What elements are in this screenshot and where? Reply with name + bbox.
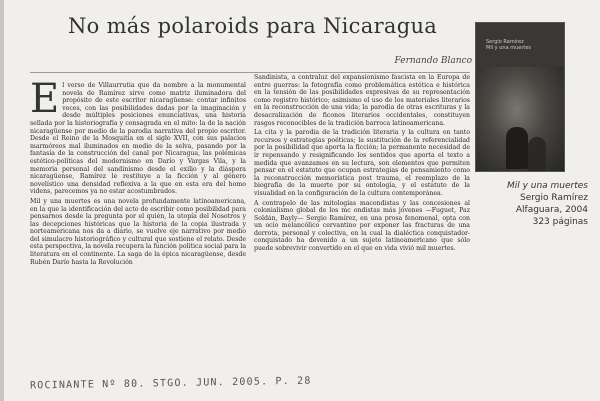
caption-pages: 323 páginas xyxy=(532,217,588,227)
cover-title: Mil y una muertes xyxy=(486,45,532,51)
paragraph: Mil y una muertes es una novela profundamente latinoamericana, en la que la identificación del acto de escribir como posibilidad para pensarnos desde la pregunta por el quién, la utopía del Nosotros y las decepciones históricas que la historia de la copia ilustrada y norteamericana nos da a diario, se vuelve eje narrativo por medio del simulacro historiográfico y cultural que sostiene el relato. Desde esta perspectiva, la novela recupera la función política social para la literatura en el continente. La saga de la épica nicaragüense, desde Rubén Darío hasta la Revolución xyxy=(30,197,246,266)
paragraph: A contrapelo de las mitologías macondistas y las concesiones al colonialismo global de los mc ondistas más jóvenes —Fuguet, Paz Soldán, Bayly— Sergio Ramírez, en una prosa fenomenal, opta con un ocio melancólico cervantino por exponer las fracturas de una derrota, personal y colectiva, en la cual la dialéctica conquistador-conquistado ha devenido a un sujeto latinoamericano que sólo puede sobrevivir convertido en el que en vida vivió mil muertes. xyxy=(254,199,470,253)
article-title: No más polaroids para Nicaragua xyxy=(68,14,438,38)
drop-cap: E xyxy=(30,82,60,122)
text-column-2 xyxy=(254,74,470,374)
caption-title: Mil y una muertes xyxy=(506,181,588,191)
article-author: Fernando Blanco xyxy=(394,56,472,66)
text-column-1 xyxy=(30,82,246,372)
paragraph: Sandinista, a contraluz del expansionismo fascista en la Europa de entre guerras: la fotografía como problemática estética e histórica en la tensión de las posibilidades expresivas de su representación como registro histórico; asimismo el uso de los materiales literarios en la reconstrucción de una vida; la parodia de otras escrituras y la desacralización de ficonos literarios occidentales, constituyen rasgos reconocibles de la tradición barroca latinoamericana. xyxy=(254,74,470,127)
cover-figure xyxy=(506,127,528,169)
caption-author: Sergio Ramírez xyxy=(520,193,588,203)
handwritten-annotation: ROCINANTE Nº 80. STGO. JUN. 2005. P. 28 xyxy=(29,375,312,392)
cover-author: Sergio Ramírez xyxy=(486,39,524,45)
cover-text xyxy=(486,39,531,51)
book-caption xyxy=(476,180,588,228)
cover-photo xyxy=(476,67,565,172)
title-rule xyxy=(30,72,470,73)
caption-publisher: Alfaguara, 2004 xyxy=(515,205,588,215)
cover-figure xyxy=(528,137,546,172)
paragraph xyxy=(30,82,246,196)
paragraph: La cita y la parodia de la tradición literaria y la cultura en tanto recursos y estrategias poéticas; la sustitución de la referencialidad por la posibilidad que aporta la ficción; la permanente necesidad de ir repensando y resignificando los sentidos que aporta el texto a medida que avanzamos en su lectura, son elementos que permiten pensar en el estatuto que ocupan estrategias de pensamiento como la reconstrucción memorística post trauma, el reemplazo de la biografía de la muerte por su ontología, y el estatuto de la visualidad en la configuración de la cultura contemporánea. xyxy=(254,129,470,197)
page-edge-shadow xyxy=(0,0,4,401)
paragraph-text: l verso de Villaurrutia que da nombre a la monumental novela de Ramírez sirve como matriz iluminadora del propósito de este escritor nicaragüense: contar infinitos veces, con las posibilidades dadas por la imaginación y desde múltiples posiciones enunciativas, una historia sellada por la historiografía y consagrada en el mito: la de la nación nicaragüense por medio de la parodia narrativa del propio escritor. Desde el Reino de la Mosquitia en el siglo XVII, con sus palacios marmóreos mal iluminados en medio de la selva, pasando por la fantasía de la construcción del canal por Nicaragua, las polémicas estético-políticas del modernismo en Darío y Vargas Vila, y la memoria personal del sandinismo desde el exilio y la diáspora nicaragüense, Ramírez le restituye a la ficción y al género novelístico una densidad reflexiva a la que en esta era del homo videns, parecemos ya no estar acostumbrados. xyxy=(30,82,246,196)
book-cover-image xyxy=(475,22,565,172)
